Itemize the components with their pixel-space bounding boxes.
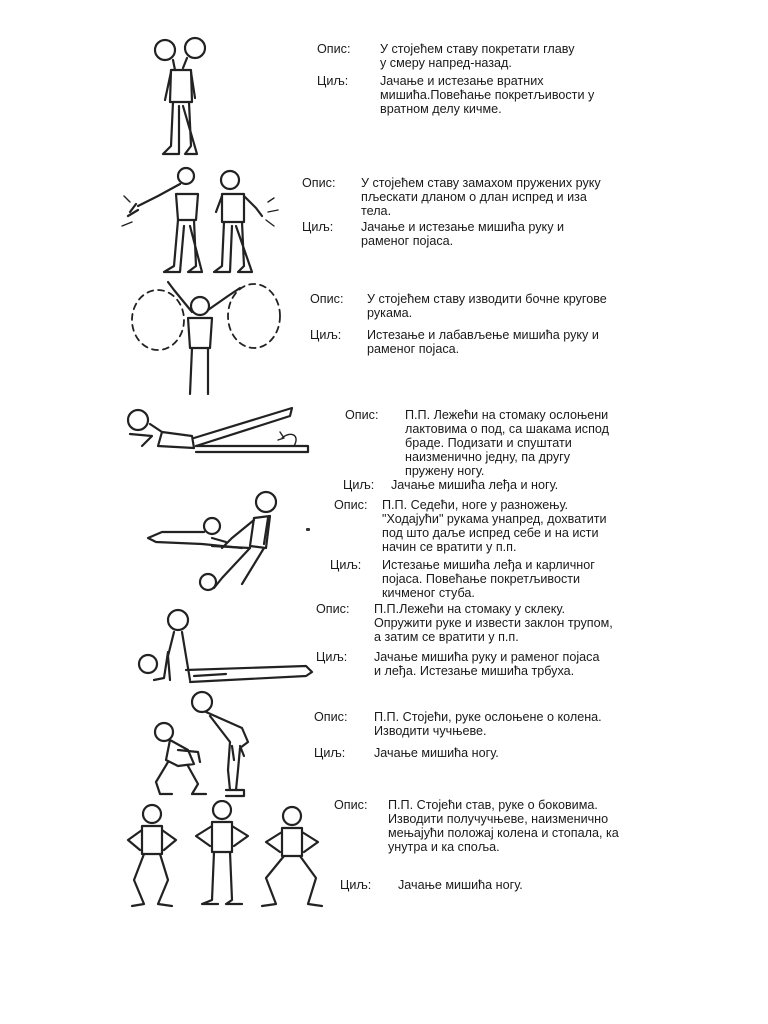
exercise-4 (345, 408, 675, 492)
figure-arm-circles (128, 276, 284, 398)
exercise-6 (316, 602, 676, 678)
cilj-label: Циљ: (343, 478, 375, 492)
figure-prone-leg-lift (122, 402, 312, 458)
opis-label: Опис: (316, 602, 350, 616)
cilj-label: Циљ: (340, 878, 372, 892)
cilj-text: Истезање мишића леђа и карличног појаса. Повећање покретљивости кичменог стуба. (382, 558, 595, 600)
cilj-label: Циљ: (314, 746, 346, 760)
figure-half-squat-variations (116, 800, 328, 910)
exercise-2 (302, 176, 672, 248)
opis-text: П.П. Стојећи, руке ослоњене о колена. Изводити чучњеве. (374, 710, 602, 738)
cilj-label: Циљ: (316, 650, 348, 664)
opis-label: Опис: (317, 42, 351, 56)
opis-text: У стојећем ставу изводити бочне кругове рукама. (367, 292, 607, 320)
figure-squat (148, 690, 266, 802)
cilj-label: Циљ: (302, 220, 334, 234)
cilj-label: Циљ: (310, 328, 342, 342)
opis-text: П.П.Лежећи на стомаку у склеку. Опружити руке и извести заклон трупом, а затим се вратити у п.п. (374, 602, 613, 644)
opis-text: П.П. Седећи, ноге у разножењу. "Ходајући" рукама унапред, дохватити под што даље испред себе и на исти начин се вратити у п.п. (382, 498, 607, 554)
opis-label: Опис: (334, 798, 368, 812)
exercise-1 (317, 42, 677, 116)
opis-text: У стојећем ставу замахом пружених руку пљескати дланом о длан испред и иза тела. (361, 176, 601, 218)
figure-arm-clap (118, 166, 280, 280)
exercise-5 (330, 498, 670, 600)
opis-text: П.П. Лежећи на стомаку ослоњени лактовима о под, са шакама испод браде. Подизати и спуштати наизменично једну, па другу пружену ногу. (405, 408, 610, 478)
cilj-text: Јачање мишића леђа и ногу. (391, 478, 559, 492)
stray-mark (306, 528, 310, 531)
cilj-label: Циљ: (330, 558, 362, 572)
cilj-text: Јачање мишића ногу. (374, 746, 499, 760)
cilj-text: Јачање мишића ногу. (398, 878, 523, 892)
opis-label: Опис: (314, 710, 348, 724)
figure-prone-back-arch (130, 606, 314, 690)
cilj-text: Истезање и лабављење мишића руку и раменог појаса. (367, 328, 599, 356)
exercise-7 (314, 710, 674, 760)
opis-label: Опис: (345, 408, 379, 422)
cilj-text: Јачање мишића руку и раменог појаса и леђа. Истезање мишића трбуха. (374, 650, 600, 678)
opis-label: Опис: (302, 176, 336, 190)
cilj-text: Јачање и истезање мишића руку и раменог појаса. (361, 220, 565, 248)
opis-label: Опис: (334, 498, 368, 512)
opis-label: Опис: (310, 292, 344, 306)
exercise-8 (334, 798, 674, 892)
figure-head-tilt (135, 36, 225, 162)
opis-text: П.П. Стојећи став, руке о боковима. Изводити получучњеве, наизменично мењајући положај колена и стопала, ка унутра и ка споља. (388, 798, 619, 854)
exercise-3 (310, 292, 670, 356)
opis-text: У стојећем ставу покретати главу у смеру напред-назад. (380, 42, 575, 70)
cilj-label: Циљ: (317, 74, 349, 88)
figure-seated-reach (142, 488, 290, 592)
cilj-text: Јачање и истезање вратних мишића.Повећање покретљивости у вратном делу кичме. (380, 74, 595, 116)
